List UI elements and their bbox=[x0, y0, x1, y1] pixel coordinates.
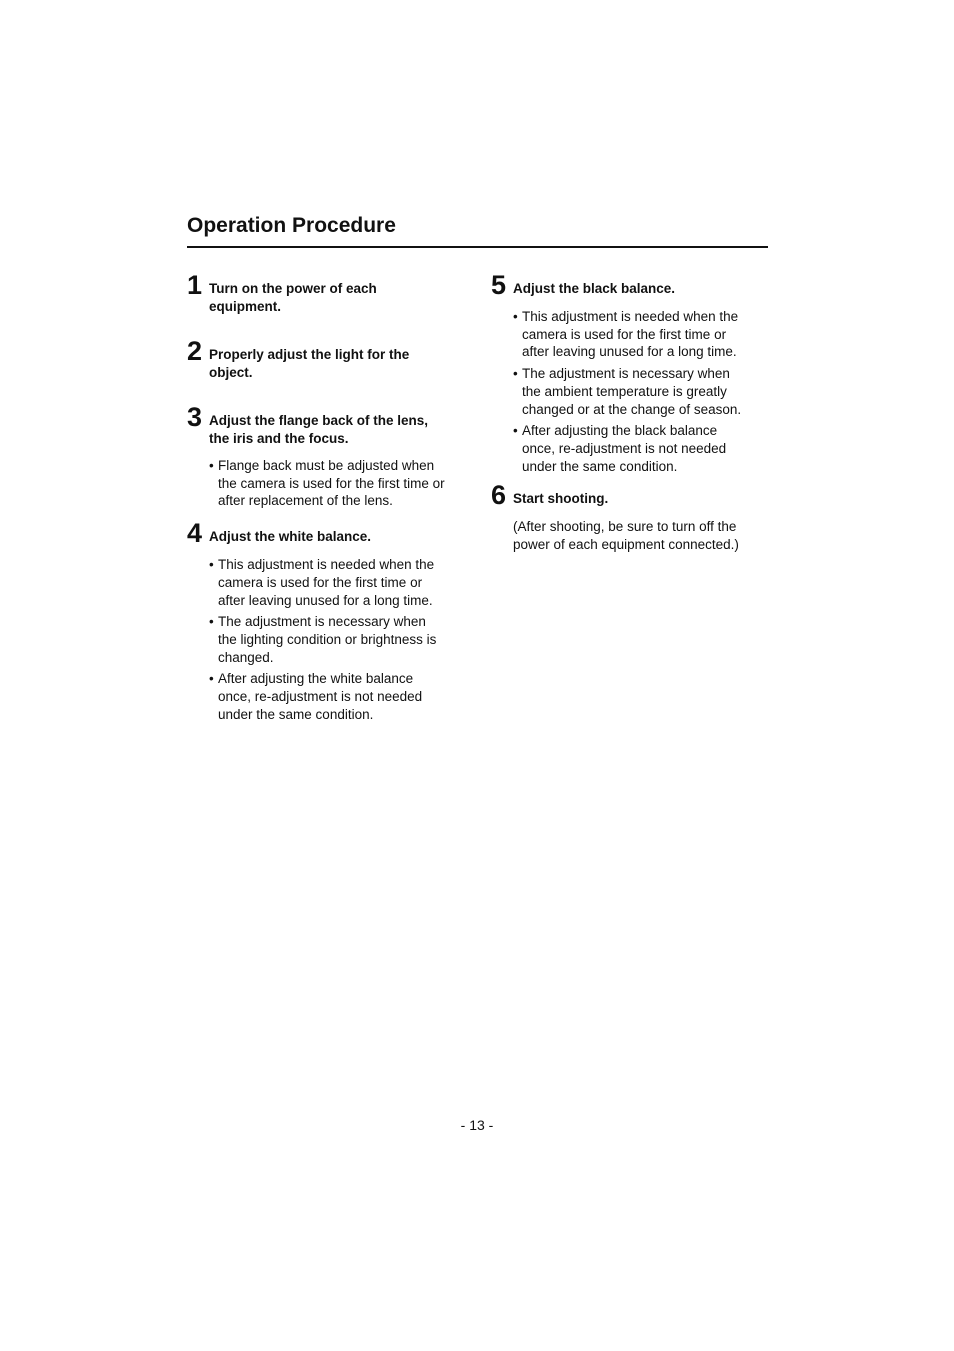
page-title: Operation Procedure bbox=[187, 214, 396, 237]
step-6 bbox=[491, 482, 763, 553]
step-title: Adjust the black balance. bbox=[513, 281, 676, 296]
step-3 bbox=[187, 404, 467, 510]
left-column bbox=[187, 272, 467, 723]
step-number: 5 bbox=[491, 270, 507, 300]
list-item: • This adjustment is needed when the camera is used for the first time or after leaving unused for a long time. bbox=[513, 309, 739, 360]
bullet-list bbox=[187, 457, 467, 510]
step-5 bbox=[491, 272, 763, 475]
step-number: 1 bbox=[187, 270, 203, 300]
step-number: 3 bbox=[187, 402, 203, 432]
step-note: (After shooting, be sure to turn off the power of each equipment connected.) bbox=[513, 519, 739, 553]
list-item: • This adjustment is needed when the camera is used for the first time or after leaving unused for a long time. bbox=[209, 557, 435, 608]
list-item: • After adjusting the white balance once, re-adjustment is not needed under the same condition. bbox=[209, 671, 423, 722]
bullet-list bbox=[187, 556, 467, 723]
step-title: Properly adjust the light for the object. bbox=[209, 347, 410, 380]
step-number: 4 bbox=[187, 518, 203, 549]
step-title: Start shooting. bbox=[513, 491, 609, 507]
list-item: • After adjusting the black balance once, re-adjustment is not needed under the same condition. bbox=[513, 423, 727, 474]
title-rule bbox=[187, 246, 768, 248]
step-title: Turn on the power of each equipment. bbox=[209, 281, 377, 314]
list-item: • Flange back must be adjusted when the camera is used for the first time or after replacement of the lens. bbox=[209, 458, 445, 509]
right-column bbox=[491, 272, 763, 554]
step-2 bbox=[187, 338, 467, 382]
step-number: 2 bbox=[187, 336, 203, 366]
list-item: • The adjustment is necessary when the lighting condition or brightness is changed. bbox=[209, 614, 437, 665]
bullet-list bbox=[491, 308, 763, 475]
step-number: 6 bbox=[491, 480, 507, 511]
step-title: Adjust the flange back of the lens, the iris and the focus. bbox=[209, 413, 429, 446]
step-title: Adjust the white balance. bbox=[209, 529, 372, 545]
page-number: - 13 - bbox=[460, 1117, 494, 1133]
step-1 bbox=[187, 272, 467, 316]
step-4 bbox=[187, 520, 467, 723]
list-item: • The adjustment is necessary when the ambient temperature is greatly changed or at the change of season. bbox=[513, 366, 742, 417]
